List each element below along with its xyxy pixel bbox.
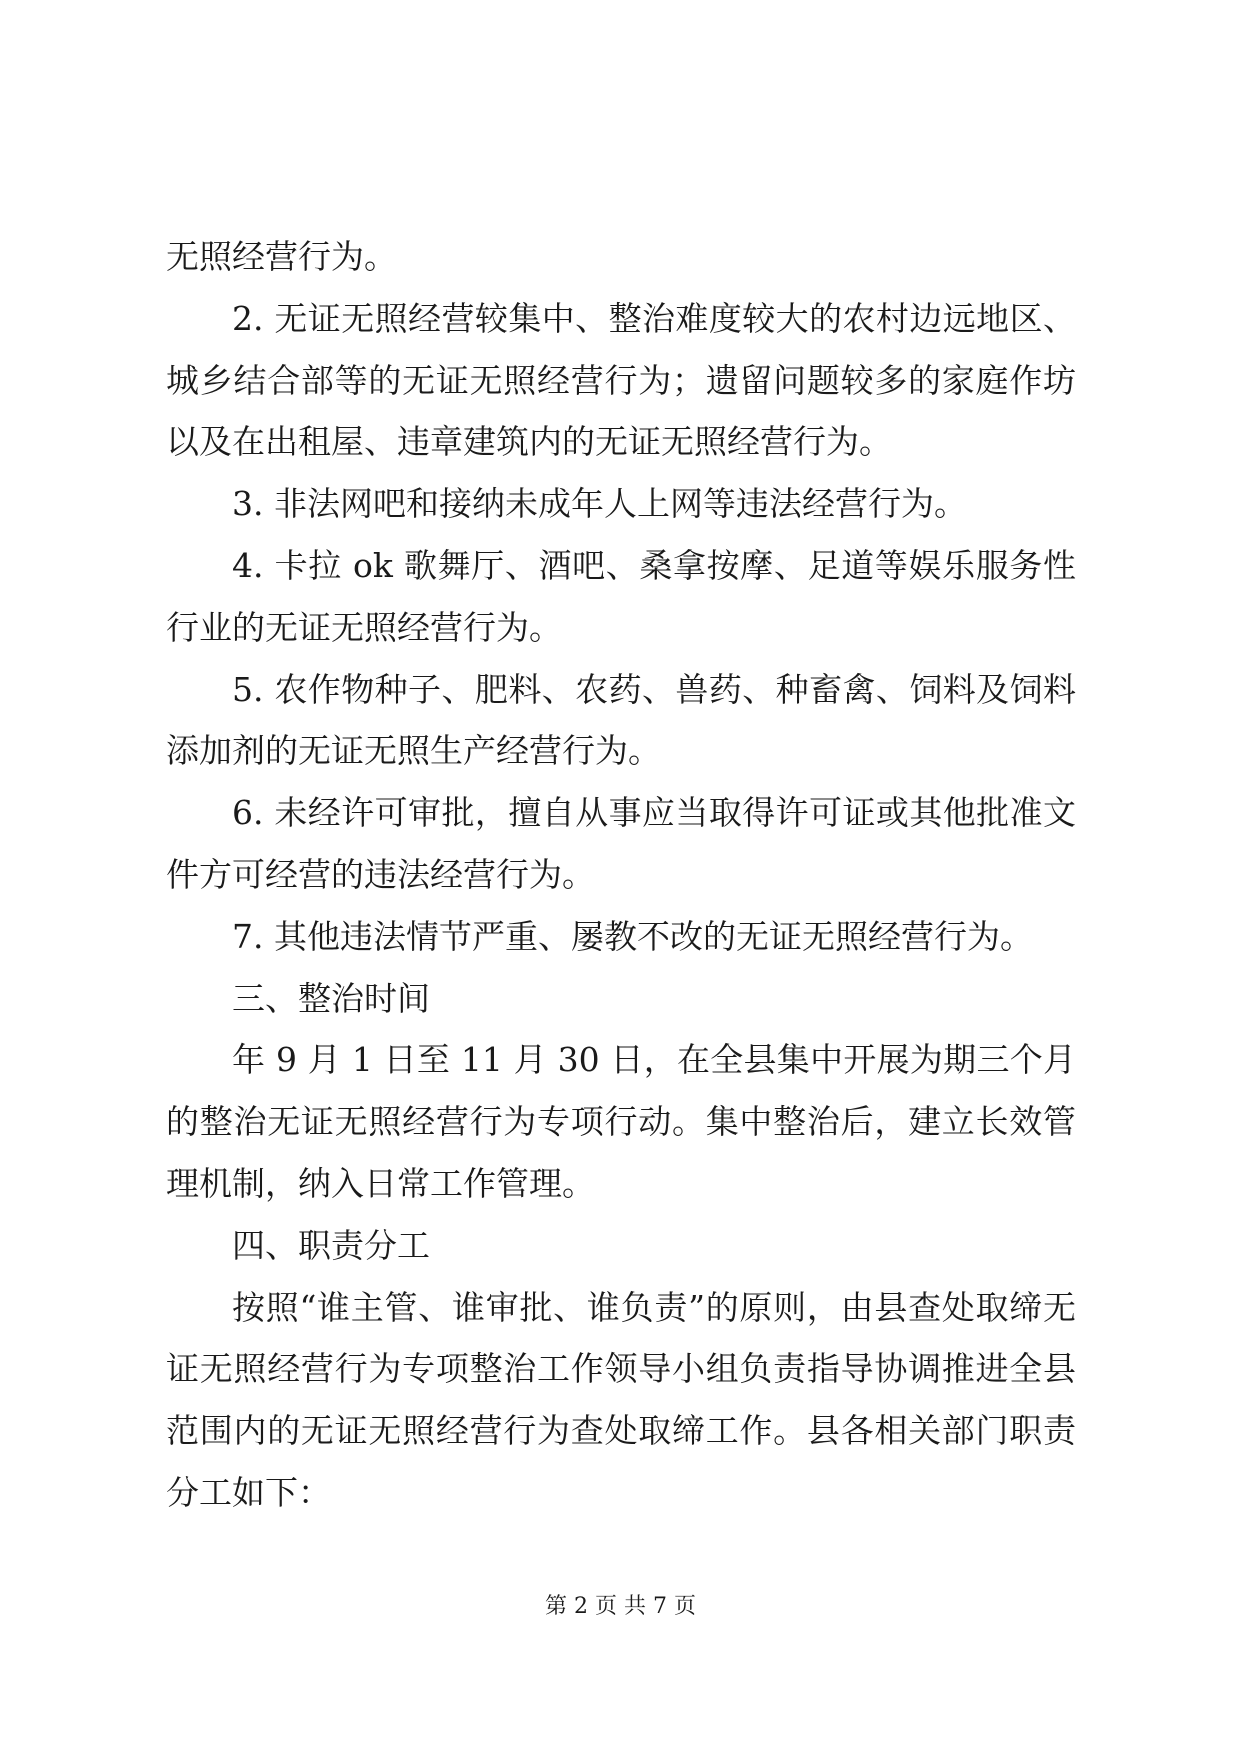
list-item-6: 6. 未经许可审批，擅自从事应当取得许可证或其他批准文件方可经营的违法经营行为。	[166, 793, 1076, 894]
section-heading-3: 三、整治时间	[232, 978, 430, 1018]
list-item-7: 7. 其他违法情节严重、屡教不改的无证无照经营行为。	[232, 916, 1033, 956]
list-item-5: 5. 农作物种子、肥料、农药、兽药、种畜禽、饲料及饲料添加剂的无证无照生产经营行为。	[166, 669, 1076, 771]
page-number-footer: 第 2 页 共 7 页	[545, 1594, 696, 1619]
document-body	[166, 226, 1076, 1524]
list-item-2: 2. 无证无照经营较集中、整治难度较大的农村边远地区、城乡结合部等的无证无照经营行为；遗留问题较多的家庭作坊以及在出租屋、违章建筑内的无证无照经营行为。	[166, 298, 1076, 462]
paragraph-continuation: 无照经营行为。	[166, 237, 397, 276]
paragraph-responsibilities: 按照“谁主管、谁审批、谁负责”的原则，由县查处取缔无证无照经营行为专项整治工作领导小组负责指导协调推进全县范围内的无证无照经营行为查处取缔工作。县各相关部门职责分工如下：	[166, 1287, 1076, 1512]
list-item-3: 3. 非法网吧和接纳未成年人上网等违法经营行为。	[232, 484, 967, 524]
paragraph-schedule: 年 9 月 1 日至 11 月 30 日，在全县集中开展为期三个月的整治无证无照经营行为专项行动。集中整治后，建立长效管理机制，纳入日常工作管理。	[166, 1040, 1076, 1203]
section-heading-4: 四、职责分工	[232, 1225, 430, 1265]
list-item-4: 4. 卡拉 ok 歌舞厅、酒吧、桑拿按摩、足道等娱乐服务性行业的无证无照经营行为。	[166, 545, 1076, 647]
